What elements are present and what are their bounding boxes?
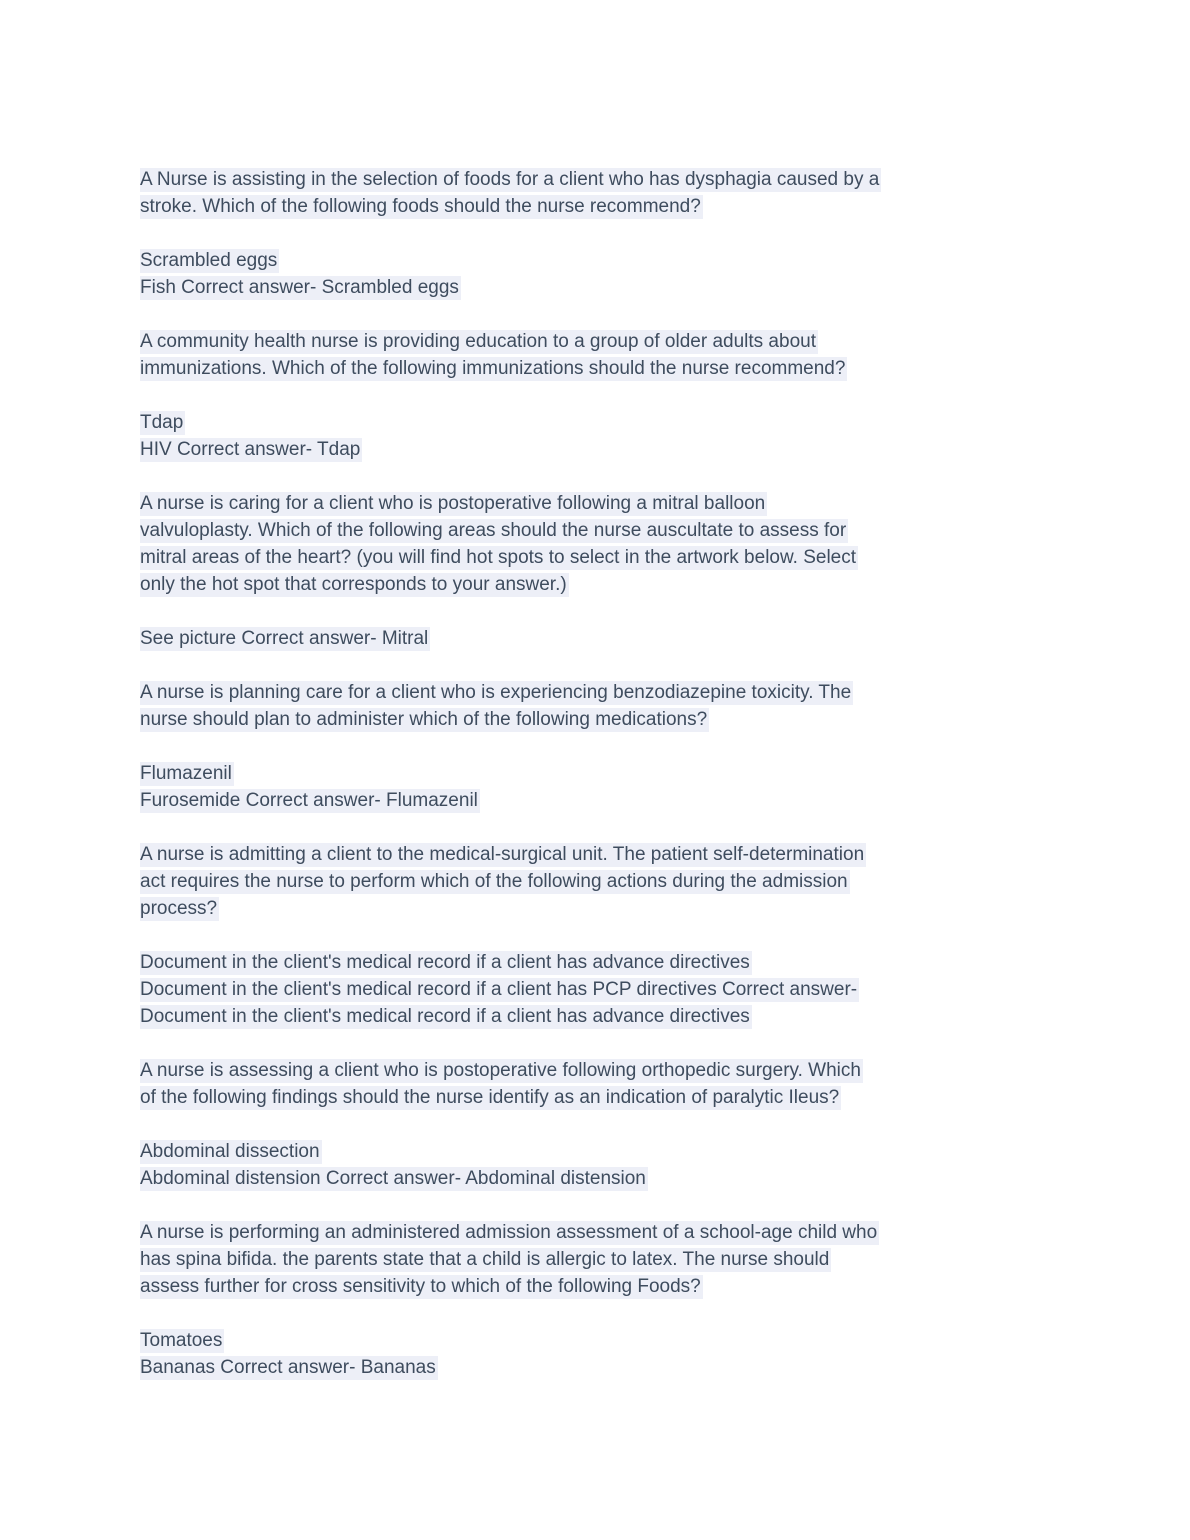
text-line [140, 1165, 1120, 1192]
highlighted-text: of the following findings should the nurse identify as an indication of paralytic Ileus? [140, 1087, 840, 1108]
highlighted-text: Fish Correct answer- Scrambled eggs [140, 277, 459, 298]
question-paragraph [140, 841, 1120, 922]
highlighted-text: immunizations. Which of the following immunizations should the nurse recommend? [140, 358, 846, 379]
text-line [140, 247, 1120, 274]
highlighted-text: Tomatoes [140, 1330, 223, 1351]
text-line [140, 274, 1120, 301]
text-line [140, 949, 1120, 976]
highlighted-text: A nurse is admitting a client to the medical-surgical unit. The patient self-determination [140, 844, 865, 865]
text-line [140, 1057, 1120, 1084]
highlighted-text: Document in the client's medical record if a client has PCP directives Correct answer- [140, 979, 858, 1000]
highlighted-text: Scrambled eggs [140, 250, 278, 271]
highlighted-text: stroke. Which of the following foods should the nurse recommend? [140, 196, 701, 217]
document-content [140, 166, 1120, 1408]
answer-paragraph [140, 949, 1120, 1030]
answer-paragraph [140, 625, 1120, 652]
highlighted-text: Abdominal dissection [140, 1141, 320, 1162]
highlighted-text: Flumazenil [140, 763, 232, 784]
text-line [140, 760, 1120, 787]
answer-paragraph [140, 247, 1120, 301]
highlighted-text: A nurse is performing an administered admission assessment of a school-age child who [140, 1222, 878, 1243]
text-line [140, 1084, 1120, 1111]
text-line [140, 976, 1120, 1003]
answer-paragraph [140, 1138, 1120, 1192]
text-line [140, 787, 1120, 814]
question-paragraph [140, 1057, 1120, 1111]
text-line [140, 517, 1120, 544]
highlighted-text: A nurse is assessing a client who is postoperative following orthopedic surgery. Which [140, 1060, 861, 1081]
text-line [140, 1327, 1120, 1354]
highlighted-text: A nurse is caring for a client who is postoperative following a mitral balloon [140, 493, 766, 514]
highlighted-text: Document in the client's medical record if a client has advance directives [140, 952, 750, 973]
highlighted-text: valvuloplasty. Which of the following areas should the nurse auscultate to assess for [140, 520, 847, 541]
text-line [140, 1138, 1120, 1165]
text-line [140, 436, 1120, 463]
text-line [140, 490, 1120, 517]
text-line [140, 571, 1120, 598]
text-line [140, 841, 1120, 868]
highlighted-text: assess further for cross sensitivity to which of the following Foods? [140, 1276, 701, 1297]
text-line [140, 1246, 1120, 1273]
text-line [140, 868, 1120, 895]
question-paragraph [140, 1219, 1120, 1300]
highlighted-text: HIV Correct answer- Tdap [140, 439, 361, 460]
text-line [140, 1273, 1120, 1300]
highlighted-text: A nurse is planning care for a client who is experiencing benzodiazepine toxicity. The [140, 682, 852, 703]
text-line [140, 355, 1120, 382]
text-line [140, 166, 1120, 193]
highlighted-text: See picture Correct answer- Mitral [140, 628, 429, 649]
highlighted-text: Document in the client's medical record if a client has advance directives [140, 1006, 750, 1027]
highlighted-text: process? [140, 898, 218, 919]
highlighted-text: only the hot spot that corresponds to your answer.) [140, 574, 567, 595]
highlighted-text: A community health nurse is providing education to a group of older adults about [140, 331, 816, 352]
question-paragraph [140, 328, 1120, 382]
text-line [140, 706, 1120, 733]
question-paragraph [140, 679, 1120, 733]
text-line [140, 409, 1120, 436]
highlighted-text: Bananas Correct answer- Bananas [140, 1357, 436, 1378]
text-line [140, 679, 1120, 706]
text-line [140, 1219, 1120, 1246]
question-paragraph [140, 490, 1120, 598]
highlighted-text: Tdap [140, 412, 184, 433]
answer-paragraph [140, 760, 1120, 814]
highlighted-text: Furosemide Correct answer- Flumazenil [140, 790, 478, 811]
answer-paragraph [140, 409, 1120, 463]
text-line [140, 544, 1120, 571]
highlighted-text: act requires the nurse to perform which of the following actions during the admission [140, 871, 848, 892]
highlighted-text: A Nurse is assisting in the selection of foods for a client who has dysphagia caused by a [140, 169, 880, 190]
highlighted-text: mitral areas of the heart? (you will find hot spots to select in the artwork below. Select [140, 547, 857, 568]
highlighted-text: has spina bifida. the parents state that a child is allergic to latex. The nurse should [140, 1249, 830, 1270]
highlighted-text: Abdominal distension Correct answer- Abdominal distension [140, 1168, 646, 1189]
text-line [140, 328, 1120, 355]
question-paragraph [140, 166, 1120, 220]
highlighted-text: nurse should plan to administer which of the following medications? [140, 709, 708, 730]
text-line [140, 625, 1120, 652]
text-line [140, 895, 1120, 922]
text-line [140, 193, 1120, 220]
text-line [140, 1354, 1120, 1381]
text-line [140, 1003, 1120, 1030]
answer-paragraph [140, 1327, 1120, 1381]
